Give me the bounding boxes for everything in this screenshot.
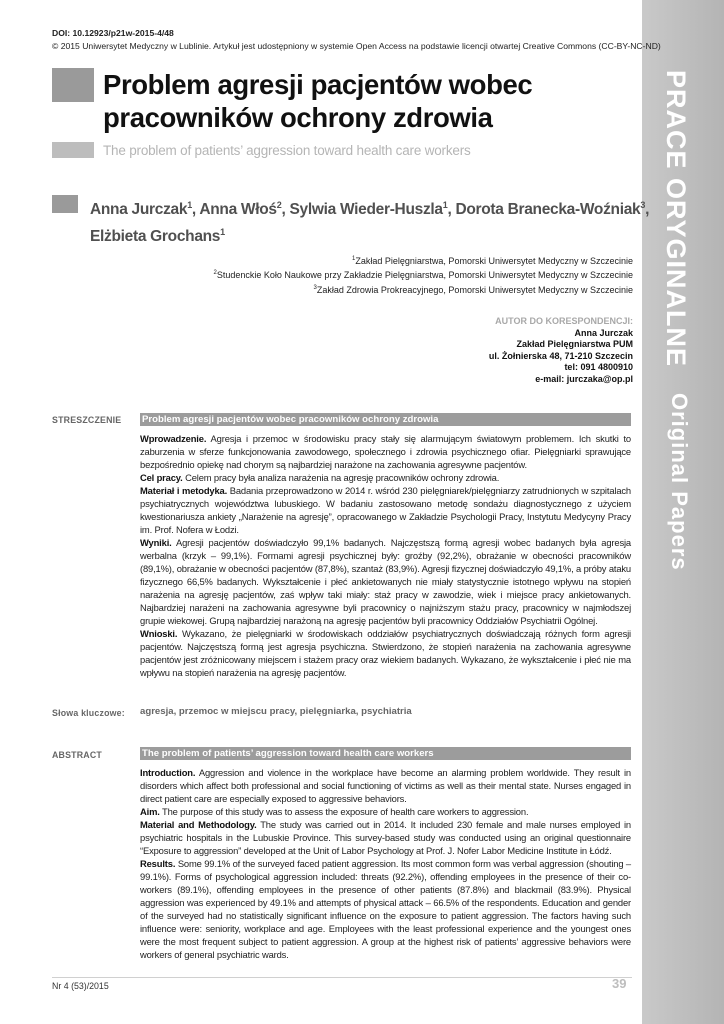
author: Elżbieta Grochans$^1$ <box>90 227 225 246</box>
abstract-paragraph: Introduction. Aggression and violence in the workplace have become an alarming problem worldwide. They result in disorders which affect both professional and social functioning of victims as well as their mental state. Nurses engaged in direct patient care are especially exposed to aggressive behaviors. <box>140 767 631 804</box>
section-label-pl: PRACE ORYGINALNE <box>661 70 691 368</box>
correspondence-heading: AUTOR DO KORESPONDENCJI: <box>495 316 633 326</box>
abstract-body <box>140 766 631 961</box>
title-marker <box>52 68 94 102</box>
author: Dorota Branecka-Woźniak$^3$, <box>455 200 650 219</box>
article-title: Problem agresji pacjentów wobec pracowników ochrony zdrowia <box>103 69 533 133</box>
page-number: 39 <box>612 976 627 991</box>
streszczenie-paragraph: Cel pracy. Celem pracy była analiza narażenia na agresję pracowników ochrony zdrowia. <box>140 472 500 483</box>
affiliation: $^3$Zakład Zdrowia Prokreacyjnego, Pomorski Uniwersytet Medyczny w Szczecinie <box>313 285 633 295</box>
correspondence-block <box>489 316 633 386</box>
doi: DOI: 10.12923/p21w-2015-4/48 <box>52 28 174 38</box>
author: Sylwia Wieder-Huszla$^1$, <box>289 200 456 219</box>
correspondence-unit: Zakład Pielęgniarstwa PUM <box>516 339 633 350</box>
keywords: agresja, przemoc w miejscu pracy, pielęgniarka, psychiatria <box>140 706 412 717</box>
section-label-en: Original Papers <box>667 393 692 571</box>
abstract-label: ABSTRACT <box>52 750 102 760</box>
streszczenie-paragraph: Wnioski. Wykazano, że pielęgniarki w środowiskach oddziałów psychiatrycznych doświadczają różnych form agresji pacjentów. Najczęstszą formą jest agresja psychiczna. Stwierdzono, że stopień narażenia na zachowania agresywne pacjentów jest zróżnicowany miejscem i stażem pracy oraz wiekiem badanych. Wykazano, że wykształcenie i płeć nie ma wpływu na stopień narażenia na agresję pacjentów. <box>140 628 631 678</box>
correspondence-address: ul. Żołnierska 48, 71-210 Szczecin <box>488 350 633 361</box>
streszczenie-paragraph: Materiał i metodyka. Badania przeprowadzono w 2014 r. wśród 230 pielęgniarek/pielęgniarzy zatrudnionych w szpitalach psychiatrycznych województwa lubuskiego. W badaniu zastosowano metodę sondażu diagnostycznego z użyciem kwestionariusza ankiety „Narażenie na agresję”, opracowanego w Zakładzie Psychologii Pracy, Instytutu Medycyny Pracy im. Prof. Nofera w Łodzi. <box>140 485 631 535</box>
abstract-paragraph: Aim. The purpose of this study was to assess the exposure of health care workers to aggression. <box>140 806 529 817</box>
streszczenie-title-bar: Problem agresji pacjentów wobec pracowników ochrony zdrowia <box>140 413 631 426</box>
abstract-paragraph: Results. Some 99.1% of the surveyed faced patient aggression. Its most common form was verbal aggression (shouting – 99.1%). Forms of psychological aggression included: threats (92.2%), offending employees in the presence of their co-workers (89.1%), offending employees in the presence of other patients (87.8%) and blackmail (83.9%). Physical aggression was experienced by 49.1% and attempts of physical attack – 66.5% of the respondents. Education and gender of the surveyed had no statistically significant influence on the exposure to patient aggression. The factors having such influence were: seniority, workplace and age. Employees with the least professional experience and the youngest ones were the most frequent subject to patient aggression. A group at the highest risk of patients’ aggressive behaviors were workers of general psychiatric wards. <box>140 858 631 960</box>
article-subtitle: The problem of patients’ aggression toward health care workers <box>103 143 471 158</box>
correspondence-phone: tel: 091 4800910 <box>564 362 633 373</box>
subtitle-marker <box>52 142 94 158</box>
streszczenie-label: STRESZCZENIE <box>52 415 122 425</box>
author-list <box>90 194 650 248</box>
footer-divider <box>52 977 632 978</box>
correspondence-email: e-mail: jurczaka@op.pl <box>535 373 633 384</box>
license-note: © 2015 Uniwersytet Medyczny w Lublinie. Artykuł jest udostępniony w systemie Open Access na podstawie licencji otwartej Creative Commons (CC-BY-NC-ND) <box>52 41 661 51</box>
streszczenie-paragraph: Wprowadzenie. Agresja i przemoc w środowisku pracy stały się alarmującym światowym problemem. Ich skutki to zaburzenia w sferze funkcjonowania zawodowego, społecznego i zdrowia psychicznego ofiar. Pielęgniarki sprawujące bezpośrednio opiekę nad chorym są najbardziej narażone na zachowania agresywne pacjentów. <box>140 433 631 470</box>
abstract-paragraph: Material and Methodology. The study was carried out in 2014. It included 230 female and male nurses employed in psychiatric hospitals in the Lubuskie Province. This survey-based study was conducted using an original questionnaire “Exposure to aggression” developed at the Unit of Labor Psychology at Prof. J. Nofer Labor Medicine Institute in Łódź. <box>140 819 631 856</box>
affiliation: $^1$Zakład Pielęgniarstwa, Pomorski Uniwersytet Medyczny w Szczecinie <box>352 256 633 266</box>
streszczenie-paragraph: Wyniki. Agresji pacjentów doświadczyło 99,1% badanych. Najczęstszą formą agresji wobec badanych była agresja werbalna (krzyk – 99,1%). Formami agresji psychicznej były: groźby (92,2%), obrażanie w obecności pracowników (89,1%), obrażanie w obecności pacjentów (87,8%), szantaż (83,9%). Agresji fizycznej doświadczyło 49,1%, a próby ataku fizycznego 66,5% badanych. Wykształcenie i płeć ankietowanych nie miały statystycznie istotnego wpływu na stopień narażenia na agresję pacjentów, zaś wpływ taki miały: staż pracy w zawodzie, wiek i miejsce pracy ankietowanych. Najbardziej narażeni na zachowania agresywne byli pracownicy o najniższym stażu pracy, pracownicy w najmłodszej grupie wiekowej. Grupą najbardziej narażoną na agresję pacjentów byli pracownicy Oddziałów Psychiatrii Ogólnej. <box>140 537 631 626</box>
journal-issue: Nr 4 (53)/2015 <box>52 981 109 991</box>
streszczenie-body <box>140 432 631 679</box>
affiliation: $^2$Studenckie Koło Naukowe przy Zakładzie Pielęgniarstwa, Pomorski Uniwersytet Medyczny w Szczecinie <box>213 270 633 280</box>
author: Anna Jurczak$^1$, <box>90 200 200 219</box>
correspondence-name: Anna Jurczak <box>574 327 633 338</box>
author: Anna Włoś$^2$, <box>199 200 290 219</box>
authors-marker <box>52 195 78 213</box>
keywords-label: Słowa kluczowe: <box>52 708 125 718</box>
abstract-title-bar: The problem of patients’ aggression toward health care workers <box>140 747 631 760</box>
